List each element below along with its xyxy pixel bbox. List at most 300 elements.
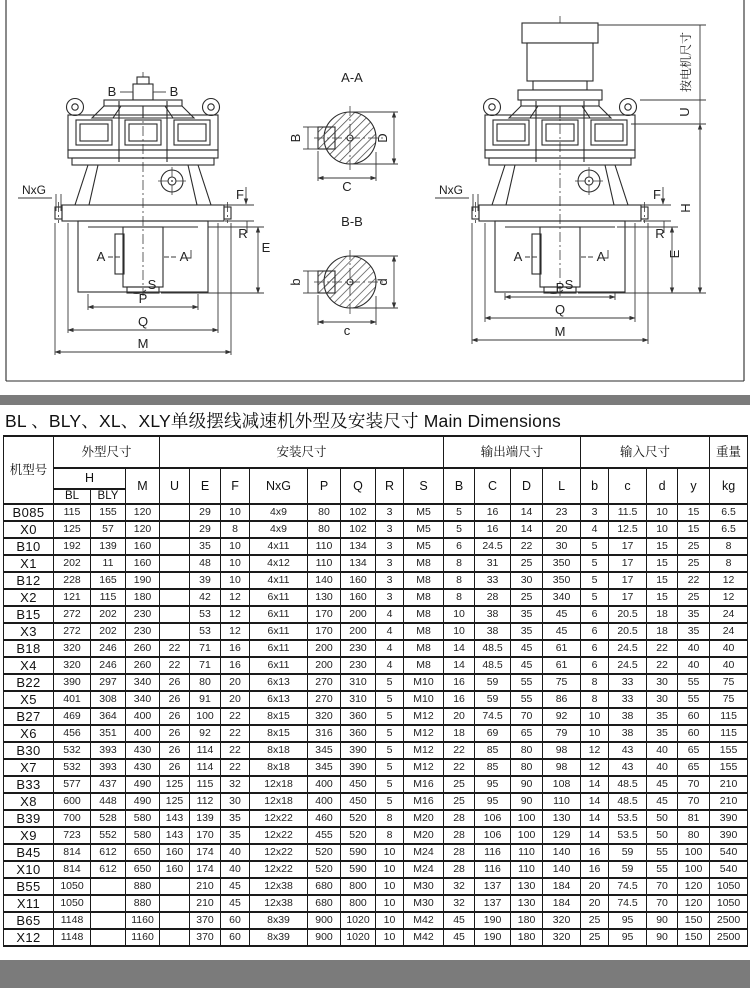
dimension-cell: 35 bbox=[647, 725, 678, 742]
dimension-cell: 29 bbox=[190, 504, 221, 521]
dimension-cell: 210 bbox=[710, 793, 748, 810]
dimension-cell: 12x38 bbox=[250, 878, 308, 895]
dimension-cell: 14 bbox=[581, 793, 609, 810]
col-header-nxg: NxG bbox=[250, 468, 308, 504]
dimension-cell: 270 bbox=[308, 691, 341, 708]
section-a-label: A bbox=[596, 249, 606, 264]
dimension-cell: 91 bbox=[190, 691, 221, 708]
col-header-c-out: C bbox=[475, 468, 511, 504]
dimension-cell: 55 bbox=[678, 691, 710, 708]
dimension-cell: 469 bbox=[54, 708, 91, 725]
dimension-cell: 65 bbox=[678, 759, 710, 776]
dimension-cell: 4x11 bbox=[250, 538, 308, 555]
dim-label-m: M bbox=[554, 324, 566, 339]
dimension-cell: 14 bbox=[511, 521, 543, 538]
dimension-cell: 137 bbox=[475, 878, 511, 895]
model-cell: B65 bbox=[4, 912, 54, 929]
dimension-cell: 401 bbox=[54, 691, 91, 708]
dimension-cell: 35 bbox=[678, 623, 710, 640]
dimension-cell: 345 bbox=[308, 742, 341, 759]
dimension-cell: 125 bbox=[160, 776, 190, 793]
dimension-cell: 297 bbox=[91, 674, 126, 691]
dimension-cell: 20 bbox=[581, 895, 609, 912]
dimension-cell: 55 bbox=[647, 861, 678, 878]
dimension-cell: 1020 bbox=[341, 929, 376, 946]
dimension-cell: 74.5 bbox=[475, 708, 511, 725]
dimension-cell: 345 bbox=[308, 759, 341, 776]
dimension-cell: 40 bbox=[221, 861, 250, 878]
table-row bbox=[4, 606, 748, 623]
dimension-cell: 814 bbox=[54, 844, 91, 861]
dimension-cell: 48.5 bbox=[609, 776, 647, 793]
dimension-cell: 900 bbox=[308, 912, 341, 929]
dimension-cell: 246 bbox=[91, 640, 126, 657]
dimension-cell: 5 bbox=[376, 742, 404, 759]
section-aa-drawing bbox=[288, 70, 398, 194]
dimension-cell: 139 bbox=[91, 538, 126, 555]
dimension-cell: 16 bbox=[221, 640, 250, 657]
dimension-cell bbox=[91, 912, 126, 929]
dimension-cell: 35 bbox=[511, 606, 543, 623]
dimension-cell: 1050 bbox=[710, 878, 748, 895]
dimension-cell: 106 bbox=[475, 810, 511, 827]
dimension-cell: 3 bbox=[376, 555, 404, 572]
dimension-cell: 35 bbox=[511, 623, 543, 640]
col-header-kg: kg bbox=[710, 468, 748, 504]
dim-label-bb-c: c bbox=[343, 323, 351, 338]
dimension-cell: 114 bbox=[190, 759, 221, 776]
dimension-cell: 1160 bbox=[126, 929, 160, 946]
dimension-cell: 137 bbox=[475, 895, 511, 912]
dimension-cell: 17 bbox=[609, 555, 647, 572]
dimension-cell: 8 bbox=[710, 555, 748, 572]
dimension-cell: 60 bbox=[221, 929, 250, 946]
table-row bbox=[4, 759, 748, 776]
dimension-cell: 680 bbox=[308, 895, 341, 912]
dimension-cell: 26 bbox=[160, 691, 190, 708]
dim-label-h: H bbox=[678, 203, 693, 213]
dimension-cell: 92 bbox=[543, 708, 581, 725]
dimension-cell: 26 bbox=[160, 725, 190, 742]
model-cell: B55 bbox=[4, 878, 54, 895]
dimension-cell: 6 bbox=[581, 623, 609, 640]
dimension-cell: 115 bbox=[710, 725, 748, 742]
dimension-cell: 612 bbox=[91, 844, 126, 861]
dimension-cell: 140 bbox=[308, 572, 341, 589]
dimension-cell: 22 bbox=[444, 759, 475, 776]
dimension-cell: 143 bbox=[160, 810, 190, 827]
dimension-cell: 12x18 bbox=[250, 793, 308, 810]
dimension-cell: 490 bbox=[126, 776, 160, 793]
dimension-cell: 80 bbox=[678, 827, 710, 844]
dimension-cell: 125 bbox=[54, 521, 91, 538]
dimension-cell: 26 bbox=[160, 674, 190, 691]
dimension-cell: 20 bbox=[221, 691, 250, 708]
dimension-cell: 580 bbox=[126, 810, 160, 827]
dimension-cell: 210 bbox=[190, 895, 221, 912]
dim-label-nxg: NxG bbox=[439, 183, 463, 197]
dimension-cell: 723 bbox=[54, 827, 91, 844]
dimension-cell: 3 bbox=[376, 504, 404, 521]
col-header-s: S bbox=[404, 468, 444, 504]
dimension-cell: 53.5 bbox=[609, 810, 647, 827]
dimension-cell: 320 bbox=[54, 657, 91, 674]
fin-housing bbox=[485, 115, 635, 165]
col-header-model: 机型号 bbox=[4, 436, 54, 504]
dimension-cell: 11 bbox=[91, 555, 126, 572]
dimension-cell: 5 bbox=[444, 504, 475, 521]
dim-label-q: Q bbox=[137, 314, 149, 329]
model-cell: B45 bbox=[4, 844, 54, 861]
dimension-cell: 12 bbox=[581, 742, 609, 759]
dimension-cell: 174 bbox=[190, 861, 221, 878]
dimension-cell: 43 bbox=[609, 759, 647, 776]
model-cell: X10 bbox=[4, 861, 54, 878]
dimension-cell: 10 bbox=[376, 844, 404, 861]
dimension-cell: 53.5 bbox=[609, 827, 647, 844]
dimension-cell: M5 bbox=[404, 538, 444, 555]
dimension-cell: 70 bbox=[678, 793, 710, 810]
dim-label-u: U bbox=[677, 107, 692, 117]
col-group-output: 输出端尺寸 bbox=[444, 436, 581, 468]
dimension-cell: 5 bbox=[581, 589, 609, 606]
dimension-cell: 320 bbox=[543, 929, 581, 946]
dimension-cell: 210 bbox=[710, 776, 748, 793]
table-row bbox=[4, 657, 748, 674]
dimension-cell: 16 bbox=[444, 674, 475, 691]
dimension-cell: M16 bbox=[404, 776, 444, 793]
dimension-cell: M42 bbox=[404, 912, 444, 929]
dimension-cell: 125 bbox=[160, 793, 190, 810]
dimension-cell: 75 bbox=[710, 691, 748, 708]
dimension-cell: 45 bbox=[511, 657, 543, 674]
dimension-cell: 35 bbox=[221, 827, 250, 844]
dimension-cell: 31 bbox=[475, 555, 511, 572]
dimension-cell: 540 bbox=[710, 861, 748, 878]
col-group-weight: 重量 bbox=[710, 436, 748, 468]
dimension-cell: 8 bbox=[444, 589, 475, 606]
dimension-cell: 40 bbox=[710, 640, 748, 657]
dimension-cell: 120 bbox=[126, 521, 160, 538]
dimension-cell: M5 bbox=[404, 521, 444, 538]
dimension-cell: 6 bbox=[581, 640, 609, 657]
dimension-cell: 26 bbox=[160, 759, 190, 776]
dimension-cell: 10 bbox=[376, 895, 404, 912]
dimension-cell: M10 bbox=[404, 691, 444, 708]
dimension-cell: 35 bbox=[190, 538, 221, 555]
dimension-cell: 55 bbox=[511, 691, 543, 708]
dimension-cell: 174 bbox=[190, 844, 221, 861]
col-header-bly: BLY bbox=[91, 489, 126, 504]
dimension-cell: 85 bbox=[475, 759, 511, 776]
dimension-cell: 700 bbox=[54, 810, 91, 827]
dimension-cell: 260 bbox=[126, 640, 160, 657]
dimension-cell: 12x18 bbox=[250, 776, 308, 793]
dimension-cell bbox=[160, 572, 190, 589]
dimension-cell: 308 bbox=[91, 691, 126, 708]
dimension-cell: 5 bbox=[581, 538, 609, 555]
dimension-cell: 80 bbox=[308, 521, 341, 538]
dimension-cell: 490 bbox=[126, 793, 160, 810]
dimension-cell: 450 bbox=[341, 776, 376, 793]
dimension-cell: 25 bbox=[511, 555, 543, 572]
dimension-cell: 130 bbox=[308, 589, 341, 606]
bottom-bar bbox=[0, 960, 750, 988]
table-row bbox=[4, 572, 748, 589]
dimension-cell: 45 bbox=[221, 878, 250, 895]
dimension-cell: 150 bbox=[678, 912, 710, 929]
dimension-cell: 14 bbox=[581, 776, 609, 793]
model-cell: X5 bbox=[4, 691, 54, 708]
dimension-cell: 25 bbox=[581, 929, 609, 946]
dimension-cell: 202 bbox=[91, 623, 126, 640]
dimension-cell: 15 bbox=[647, 572, 678, 589]
model-cell: X8 bbox=[4, 793, 54, 810]
dimension-cell: 880 bbox=[126, 878, 160, 895]
dimension-cell: 6x13 bbox=[250, 674, 308, 691]
dimension-cell: 100 bbox=[190, 708, 221, 725]
dimension-cell bbox=[160, 623, 190, 640]
dimension-cell: M12 bbox=[404, 708, 444, 725]
dimension-cell: 43 bbox=[609, 742, 647, 759]
dimension-cell: 59 bbox=[609, 844, 647, 861]
motor-view-drawing bbox=[435, 16, 706, 344]
dimension-cell: 100 bbox=[678, 844, 710, 861]
dimension-cell: 28 bbox=[475, 589, 511, 606]
dimension-cell: 350 bbox=[543, 572, 581, 589]
model-cell: X11 bbox=[4, 895, 54, 912]
model-cell: B10 bbox=[4, 538, 54, 555]
dimension-cell: 612 bbox=[91, 861, 126, 878]
dimension-cell: 110 bbox=[308, 538, 341, 555]
dimension-cell: 25 bbox=[444, 793, 475, 810]
dimension-cell: 75 bbox=[710, 674, 748, 691]
dimension-cell: 10 bbox=[581, 708, 609, 725]
dimension-cell: 8x39 bbox=[250, 929, 308, 946]
dimension-cell: 170 bbox=[308, 623, 341, 640]
model-cell: X1 bbox=[4, 555, 54, 572]
dimension-cell: 1050 bbox=[54, 895, 91, 912]
dimension-cell: 90 bbox=[511, 793, 543, 810]
dimension-cell: 8 bbox=[376, 810, 404, 827]
dimension-cell: M8 bbox=[404, 657, 444, 674]
dimension-cell bbox=[160, 538, 190, 555]
dimension-cell: 140 bbox=[543, 861, 581, 878]
dimension-cell: 590 bbox=[341, 861, 376, 878]
dimension-cell: 30 bbox=[543, 538, 581, 555]
dimension-cell: 110 bbox=[543, 793, 581, 810]
input-shaft-stub bbox=[133, 77, 153, 100]
dimension-cell: 90 bbox=[511, 776, 543, 793]
dimension-cell: 155 bbox=[710, 742, 748, 759]
dimension-cell: M8 bbox=[404, 555, 444, 572]
dimension-cell: 23 bbox=[543, 504, 581, 521]
dimension-cell: 45 bbox=[444, 929, 475, 946]
section-a-label: A bbox=[179, 249, 189, 264]
dimension-cell: 400 bbox=[308, 793, 341, 810]
dimension-cell: 3 bbox=[376, 589, 404, 606]
dimension-cell: M12 bbox=[404, 759, 444, 776]
dimension-cell: 33 bbox=[609, 674, 647, 691]
dimension-cell: 190 bbox=[475, 912, 511, 929]
dimension-cell: 246 bbox=[91, 657, 126, 674]
table-row bbox=[4, 861, 748, 878]
dimension-cell: 590 bbox=[341, 844, 376, 861]
dimension-cell: 520 bbox=[341, 810, 376, 827]
dimension-cell: 86 bbox=[543, 691, 581, 708]
dimension-cell: 69 bbox=[475, 725, 511, 742]
dimension-cell: 12 bbox=[221, 623, 250, 640]
section-bb-title: B-B bbox=[341, 214, 363, 229]
dimension-cell: 70 bbox=[511, 708, 543, 725]
section-a-label: A bbox=[513, 249, 523, 264]
dimension-cell: 4 bbox=[376, 640, 404, 657]
model-cell: X12 bbox=[4, 929, 54, 946]
dimension-cell: 22 bbox=[221, 725, 250, 742]
dimension-cell: 65 bbox=[678, 742, 710, 759]
dimension-cell: 15 bbox=[678, 504, 710, 521]
dimension-cell: 30 bbox=[511, 572, 543, 589]
dimension-cell: 20.5 bbox=[609, 606, 647, 623]
dimension-cell: 1020 bbox=[341, 912, 376, 929]
dimension-cell: 3 bbox=[376, 538, 404, 555]
dimension-cell: 12 bbox=[710, 572, 748, 589]
dimension-cell: 115 bbox=[190, 776, 221, 793]
dimension-cell: 577 bbox=[54, 776, 91, 793]
dimension-cell: 6x11 bbox=[250, 623, 308, 640]
dimension-cell: 5 bbox=[376, 725, 404, 742]
dimension-cell: 10 bbox=[376, 861, 404, 878]
dimension-cell: 200 bbox=[341, 606, 376, 623]
dimension-cell: 17 bbox=[609, 572, 647, 589]
dimension-cell: 120 bbox=[678, 878, 710, 895]
dimension-cell: 90 bbox=[647, 929, 678, 946]
dimension-cell: 61 bbox=[543, 657, 581, 674]
dimension-cell: 26 bbox=[160, 742, 190, 759]
dimension-cell: 80 bbox=[308, 504, 341, 521]
table-row bbox=[4, 691, 748, 708]
dimension-cell: 390 bbox=[341, 742, 376, 759]
dimension-cell: 180 bbox=[511, 929, 543, 946]
dimension-cell: 100 bbox=[678, 861, 710, 878]
dimension-cell: 14 bbox=[581, 827, 609, 844]
dimension-cell: 1148 bbox=[54, 929, 91, 946]
dimension-cell: 6x11 bbox=[250, 606, 308, 623]
dim-label-r: R bbox=[655, 226, 665, 241]
dimension-cell: 35 bbox=[221, 810, 250, 827]
dimension-cell: 160 bbox=[160, 844, 190, 861]
dimension-cell: 116 bbox=[475, 861, 511, 878]
dimension-cell: 165 bbox=[91, 572, 126, 589]
dimension-cell: 115 bbox=[54, 504, 91, 521]
dim-label-s: S bbox=[147, 277, 157, 292]
model-cell: B12 bbox=[4, 572, 54, 589]
dimension-cell: 25 bbox=[678, 538, 710, 555]
table-row bbox=[4, 623, 748, 640]
col-header-u: U bbox=[160, 468, 190, 504]
dimension-cell: 15 bbox=[647, 538, 678, 555]
table-row bbox=[4, 521, 748, 538]
table-row bbox=[4, 504, 748, 521]
dim-label-e: E bbox=[667, 249, 682, 259]
dimension-cell: 16 bbox=[221, 657, 250, 674]
dimension-cell bbox=[160, 589, 190, 606]
dimension-cell: 115 bbox=[710, 708, 748, 725]
dimension-cell: 1148 bbox=[54, 912, 91, 929]
dimension-cell: 81 bbox=[678, 810, 710, 827]
table-header bbox=[4, 436, 748, 504]
dimension-cell: 112 bbox=[190, 793, 221, 810]
dimension-cell bbox=[160, 895, 190, 912]
dimension-cell bbox=[160, 929, 190, 946]
dimension-cell: 8 bbox=[581, 674, 609, 691]
dimension-cell: 400 bbox=[308, 776, 341, 793]
dimension-cell: 160 bbox=[160, 861, 190, 878]
dimension-cell: 10 bbox=[221, 504, 250, 521]
dimension-cell: 390 bbox=[710, 827, 748, 844]
model-cell: X2 bbox=[4, 589, 54, 606]
dimension-cell: 15 bbox=[647, 555, 678, 572]
dimension-cell: 24 bbox=[710, 623, 748, 640]
dimension-cell: 139 bbox=[190, 810, 221, 827]
dimension-cell: 16 bbox=[444, 691, 475, 708]
dimension-cell: 155 bbox=[710, 759, 748, 776]
dimension-cell: 4x12 bbox=[250, 555, 308, 572]
table-row bbox=[4, 793, 748, 810]
dimension-cell: 22 bbox=[511, 538, 543, 555]
dimension-cell: 70 bbox=[647, 895, 678, 912]
table-row bbox=[4, 674, 748, 691]
dimension-cell: 108 bbox=[543, 776, 581, 793]
dimension-cell: 448 bbox=[91, 793, 126, 810]
dimension-cell: 8x39 bbox=[250, 912, 308, 929]
motor-size-note: 按电机尺寸 bbox=[679, 31, 693, 93]
model-cell: B18 bbox=[4, 640, 54, 657]
dimension-cell: 184 bbox=[543, 878, 581, 895]
dimension-cell: 12x22 bbox=[250, 810, 308, 827]
dimension-cell: 5 bbox=[376, 759, 404, 776]
dimension-cell: 6x13 bbox=[250, 691, 308, 708]
dimension-cell: 800 bbox=[341, 895, 376, 912]
dimension-cell: 59 bbox=[475, 674, 511, 691]
col-header-bl: BL bbox=[54, 489, 91, 504]
dimension-cell: 437 bbox=[91, 776, 126, 793]
dimension-cell: 360 bbox=[341, 708, 376, 725]
drawing-area-border bbox=[6, 0, 744, 381]
model-cell: B27 bbox=[4, 708, 54, 725]
dimension-cell: 340 bbox=[126, 674, 160, 691]
dimension-cell: 400 bbox=[126, 708, 160, 725]
eyebolt-left bbox=[67, 99, 84, 116]
dimension-cell: 25 bbox=[678, 589, 710, 606]
dimension-cell bbox=[91, 895, 126, 912]
eyebolt-right bbox=[620, 99, 637, 116]
dimension-cell: 680 bbox=[308, 878, 341, 895]
model-cell: X4 bbox=[4, 657, 54, 674]
dimension-cell: 6x11 bbox=[250, 640, 308, 657]
col-header-b-in: b bbox=[581, 468, 609, 504]
dim-label-m: M bbox=[137, 336, 149, 351]
dimension-cell: 5 bbox=[444, 521, 475, 538]
dimension-cell: 15 bbox=[647, 589, 678, 606]
dim-label-nxg: NxG bbox=[22, 183, 46, 197]
dimension-cell: M30 bbox=[404, 895, 444, 912]
dimension-cell: M12 bbox=[404, 742, 444, 759]
dimension-cell: 6 bbox=[581, 657, 609, 674]
dimension-cell: 6 bbox=[444, 538, 475, 555]
eyebolt-left bbox=[484, 99, 501, 116]
col-header-d-out: D bbox=[511, 468, 543, 504]
